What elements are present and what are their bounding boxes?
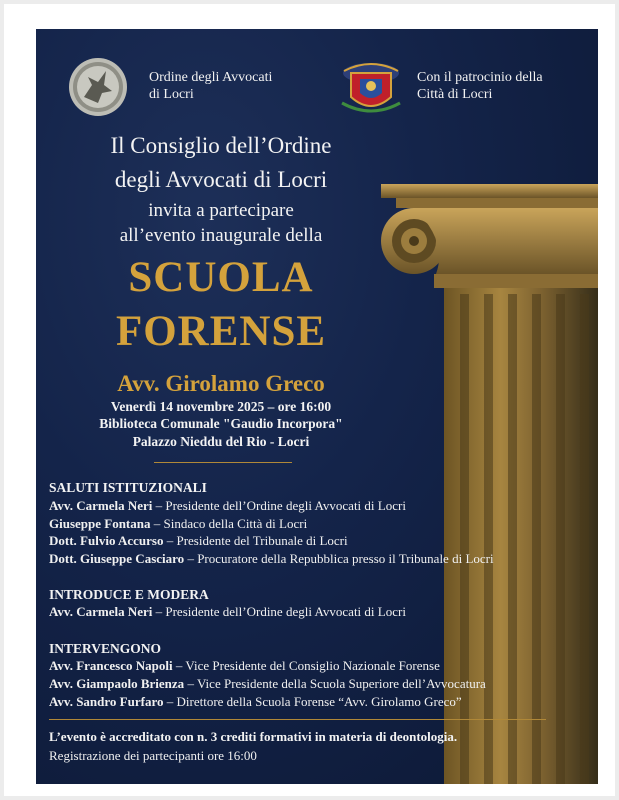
event-title-line-2: FORENSE: [115, 308, 327, 355]
person-role: – Vice Presidente del Consiglio Nazionale Forense: [172, 658, 440, 673]
person-name: Avv. Francesco Napoli: [49, 658, 173, 673]
person-name: Avv. Carmela Neri: [49, 604, 153, 619]
person-role: – Procuratore della Repubblica presso il Tribunale di Locri: [184, 551, 494, 566]
speaker-name: Avv. Girolamo Greco: [117, 371, 325, 396]
person-role: – Presidente dell’Ordine degli Avvocati di Locri: [152, 604, 406, 619]
title-line-4: all’evento inaugurale della: [119, 225, 323, 246]
person-role: – Sindaco della Città di Locri: [150, 516, 308, 531]
title-line-3: invita a partecipare: [148, 200, 294, 221]
person-role: – Presidente dell’Ordine degli Avvocati di Locri: [152, 498, 406, 513]
list-item: [49, 658, 440, 674]
person-role: – Presidente del Tribunale di Locri: [163, 533, 348, 548]
header-right-line1: Con il patrocinio della: [417, 70, 543, 85]
event-venue: Biblioteca Comunale "Gaudio Incorpora": [99, 416, 343, 431]
city-coat-of-arms-logo: [338, 59, 404, 115]
person-role: – Vice Presidente della Scuola Superiore dell’Avvocatura: [184, 676, 486, 691]
header-left-line2: di Locri: [149, 87, 194, 102]
coin-pegasus-logo: [68, 57, 128, 117]
list-item: [49, 516, 307, 532]
section-heading-saluti: SALUTI ISTITUZIONALI: [49, 480, 207, 495]
person-name: Avv. Giampaolo Brienza: [49, 676, 185, 691]
list-item: [49, 498, 406, 514]
person-name: Avv. Carmela Neri: [49, 498, 153, 513]
list-item: [49, 676, 486, 692]
event-date: Venerdì 14 novembre 2025 – ore 16:00: [110, 399, 332, 414]
section-heading-introduce: INTRODUCE E MODERA: [49, 587, 209, 602]
credits-note: L’evento è accreditato con n. 3 crediti formativi in materia di deontologia.: [49, 729, 458, 744]
title-line-2: degli Avvocati di Locri: [114, 167, 328, 192]
registration-note: Registrazione dei partecipanti ore 16:00: [49, 748, 257, 763]
person-name: Dott. Giuseppe Casciaro: [49, 551, 185, 566]
section-heading-intervengono: INTERVENGONO: [49, 641, 162, 656]
person-name: Dott. Fulvio Accurso: [49, 533, 164, 548]
event-title-line-1: SCUOLA: [128, 254, 314, 301]
divider: [49, 719, 546, 720]
title-line-1: Il Consiglio dell’Ordine: [110, 133, 332, 158]
header-right-org: [417, 69, 543, 103]
list-item: [49, 533, 348, 549]
header-left-org: [149, 69, 272, 103]
page-frame: [4, 4, 615, 796]
event-poster: [36, 29, 598, 784]
list-item: [49, 551, 494, 567]
event-address: Palazzo Nieddu del Rio - Locri: [132, 434, 310, 449]
list-item: [49, 694, 462, 710]
list-item: [49, 604, 406, 620]
header-right-line2: Città di Locri: [417, 87, 493, 102]
person-name: Avv. Sandro Furfaro: [49, 694, 164, 709]
divider: [154, 462, 292, 463]
person-role: – Direttore della Scuola Forense “Avv. Girolamo Greco”: [163, 694, 462, 709]
header-left-line1: Ordine degli Avvocati: [149, 70, 273, 85]
person-name: Giuseppe Fontana: [49, 516, 151, 531]
